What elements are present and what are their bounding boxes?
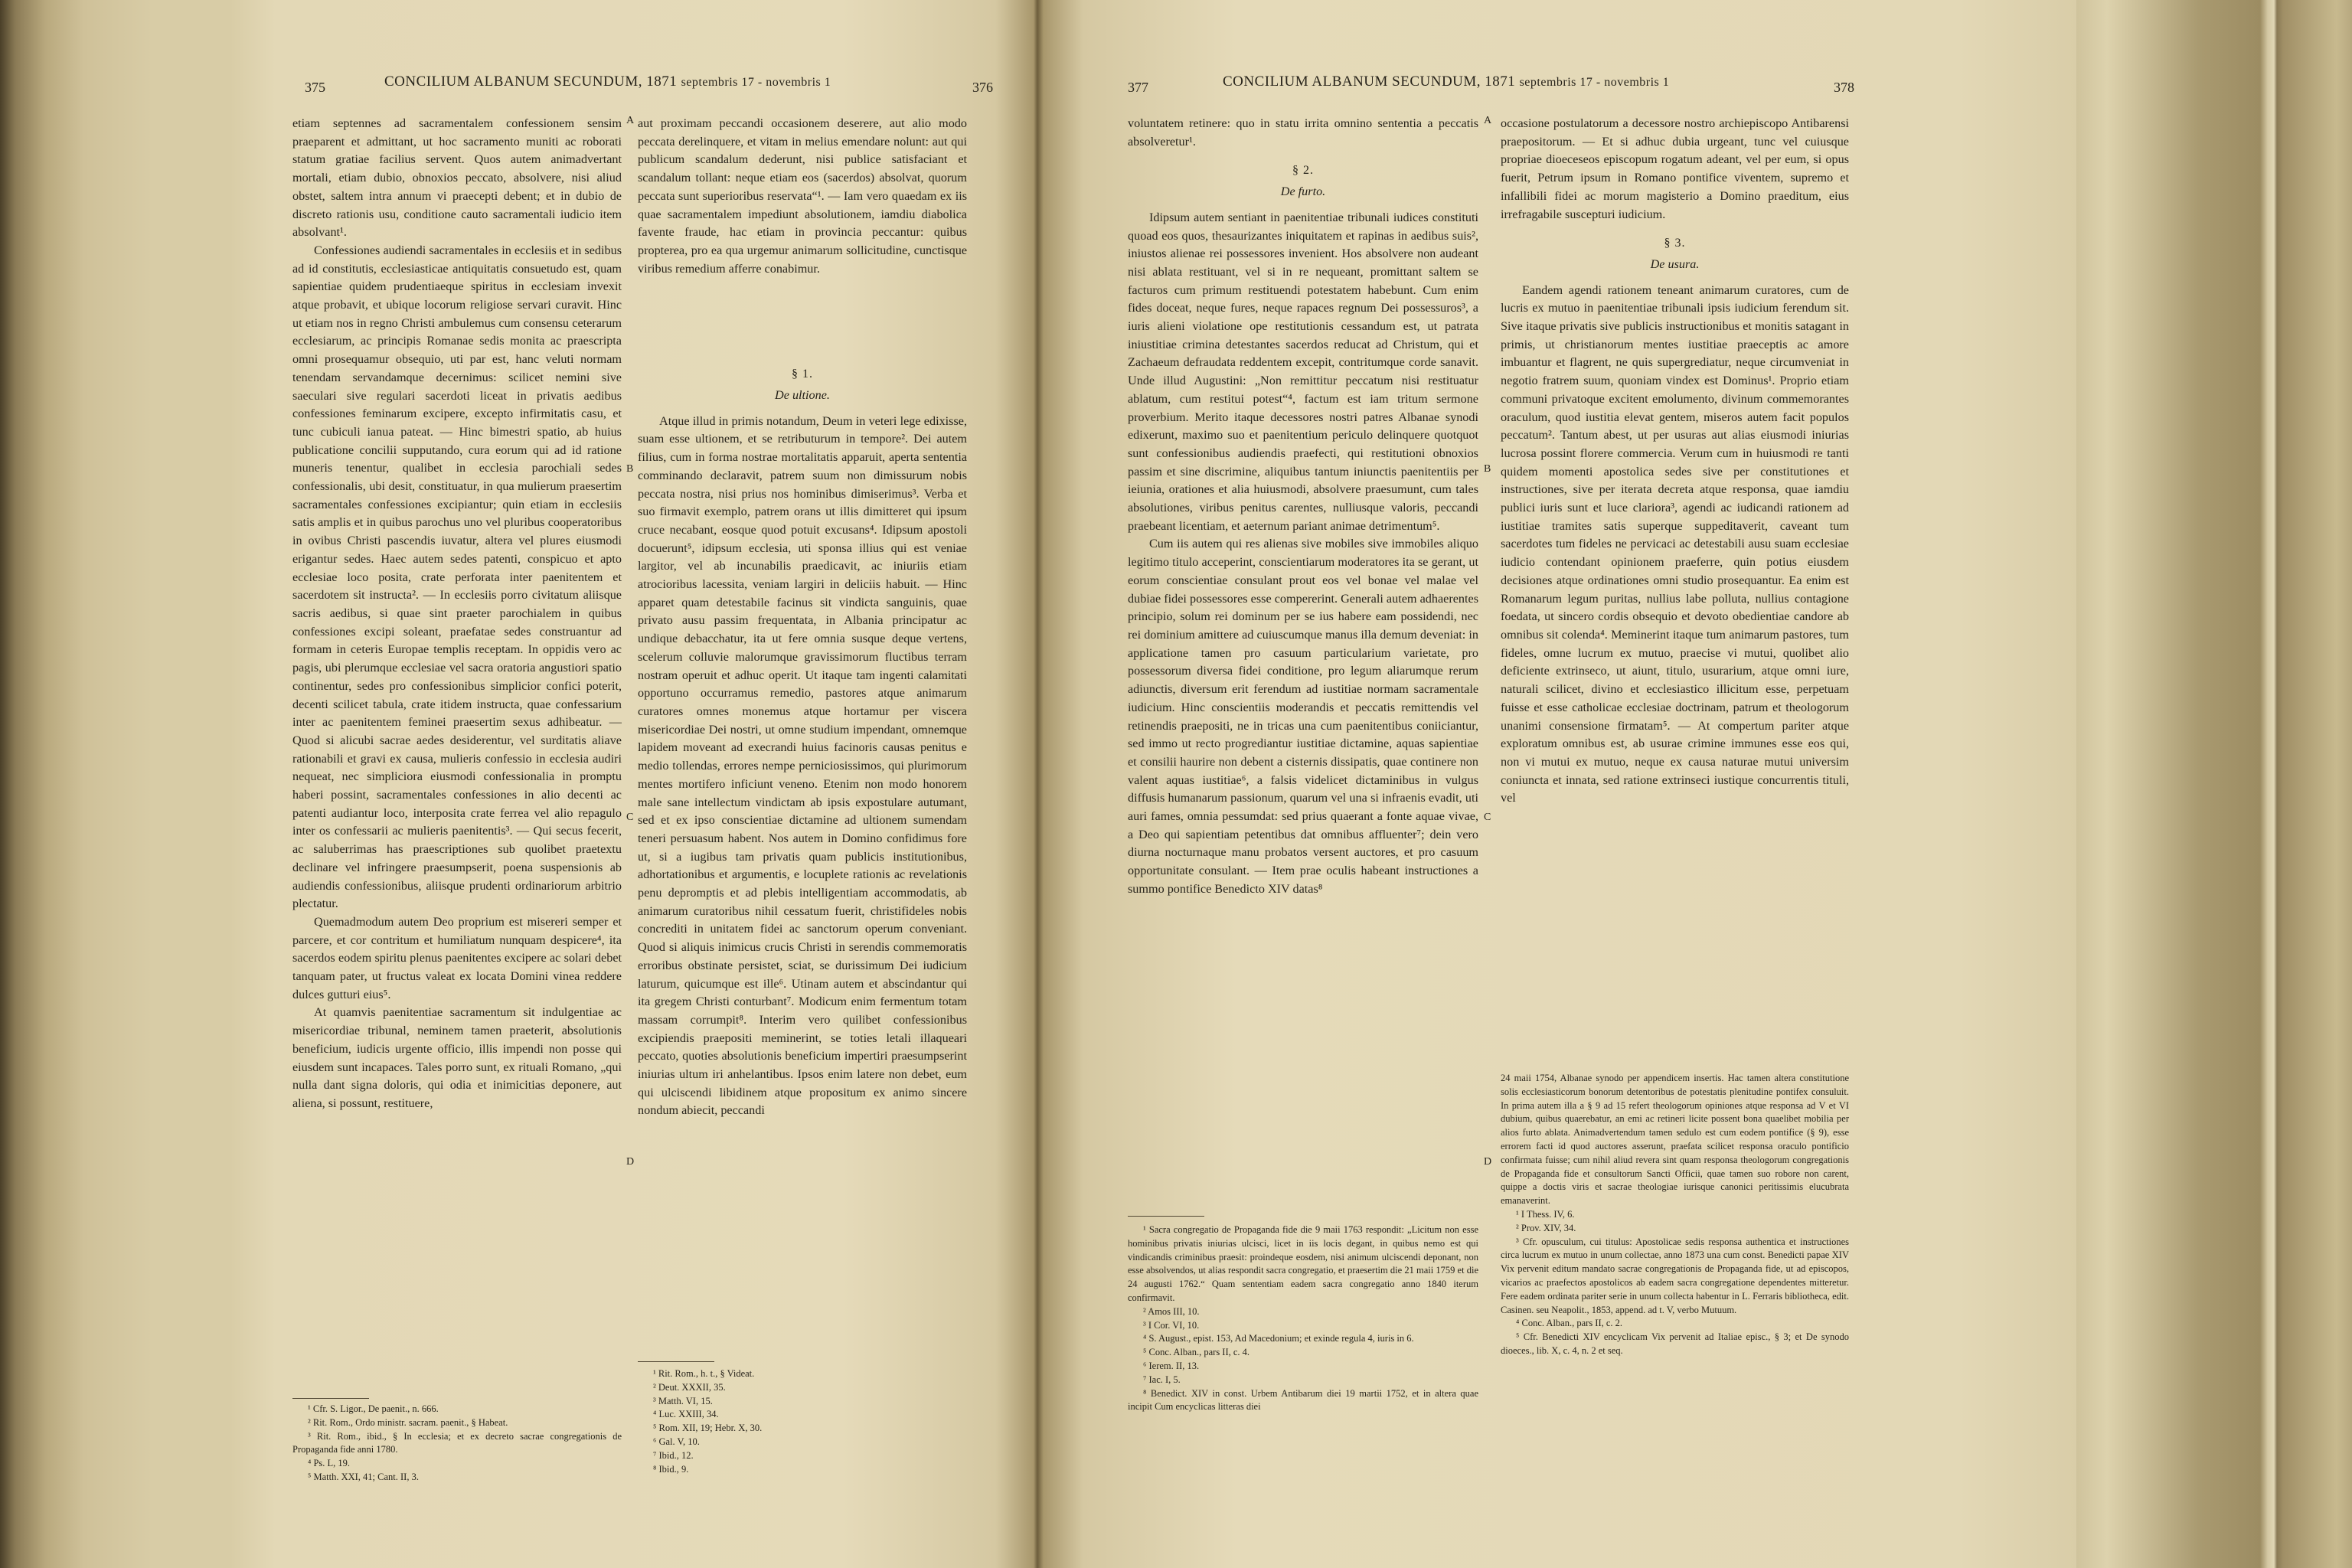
footnote-rule	[292, 1398, 369, 1399]
footnote: ⁷ Ibid., 12.	[653, 1449, 694, 1461]
paragraph: Quemadmodum autem Deo proprium est misereri semper et parcere, et cor contritum et humiliatum nunquam despicere⁴, ita sacerdos eodem spiritu plenus paenitentes excipere ac solari debet tanquam pater, ut fructus valeat ex locata Domini vinea reddere dulces gutturi eius⁵.	[292, 914, 622, 1001]
text-column-4	[1501, 115, 1849, 1064]
footnote: ⁵ Conc. Alban., pars II, c. 4.	[1143, 1347, 1250, 1358]
running-head-title: CONCILIUM ALBANUM SECUNDUM, 1871	[1223, 74, 1516, 90]
footnote: ¹ Sacra congregatio de Propaganda fide die 9 maii 1763 respondit: „Licitum non esse hominibus privatis iniurias ulcisci, licet in iis locis degant, in quibus nemo est qui vindicandis criminibus praesit: proindeque eosdem, nisi animum ulciscendi deponant, non esse absolvendos, ut alias respondit sacra congregatio, et praesertim die 21 maii 1759 et die 24 augusti 1762.“ Quam sententiam eadem sacra congregatio anno 1840 iterum confirmavit.	[1128, 1224, 1478, 1303]
footnote: ⁵ Cfr. Benedicti XIV encyclicam Vix pervenit ad Italiae episc., § 3; et De synodo dioeces., lib. X, c. 4, n. 2 et seq.	[1501, 1331, 1849, 1356]
margin-letter: B	[626, 463, 634, 475]
footnotes-column-3	[1128, 1223, 1478, 1511]
footnote-rule	[638, 1361, 714, 1362]
margin-letter: A	[1484, 115, 1492, 126]
footnote: ⁸ Ibid., 9.	[653, 1463, 689, 1475]
page-number: 376	[972, 80, 993, 95]
right-page	[1037, 0, 2076, 1568]
running-head	[1223, 74, 1669, 90]
margin-letter: A	[626, 115, 635, 126]
footnote: ² Prov. XIV, 34.	[1516, 1222, 1576, 1233]
footnote: ² Amos III, 10.	[1143, 1305, 1200, 1317]
footnote: ⁶ Gal. V, 10.	[653, 1436, 700, 1447]
footnote: ⁴ Luc. XXIII, 34.	[653, 1409, 719, 1420]
paragraph: Atque illud in primis notandum, Deum in veteri lege edixisse, suam esse ultionem, et se retributurum in tempore². Dei autem filius, cum in forma nostrae mortalitatis apparuit, aperta sententia comminando declaravit, patrem suum non dimissurum nobis peccata nostra, nisi prius nos hominibus dimiserimus³. Verba et suo firmavit exemplo, patrem orans ut illis dimitteret qui ipsum cruce necabant, eosque quod potuit excusans⁴. Idipsum apostoli docuerunt⁵, idipsum ecclesia, uti sponsa illius qui est veniae largitor, vel ab incunabilis praedicavit, ac iniuriis etiam atrocioribus lacessita, veniam largiri in deliciis habuit. — Hinc apparet quam detestabile facinus sit vindicta sanguinis, quae privato ausu passim frequentata, in Albania principatur ac undique debacchatur, ita ut fere omnia susque deque vertens, scelerum colluvie malorumque gravissimorum fluctibus terram nostram operuit et adhuc operit. Ut itaque tam ingenti calamitati opportuno occurramus remedio, pastores atque animarum curatores omnes monemus atque hortamur per viscera misericordiae Dei nostri, ut omne studium impendant, omnemque lapidem moveant ad execrandi huius facinoris causas penitus e medio tollendas, errores nempe perniciosissimos, qui plurimorum mentes mortifero inficiunt veneno. Etenim non modo honorem male sane intellectum vindictam ab ipsis expostulare autumant, sed et ex ipso conscientiae dictamine ad ultionem sumendam teneri persuasum habent. Nos autem in Domino confidimus fore ut, si a iugibus tam privatis quam publicis institutionibus, adhortationibus et argumentis, e locuplete rationis ac revelationis penu depromptis et ad plebis intelligentiam accommodatis, ab animarum curatoribus nihil cessatum fuerit, christifideles nobis concrediti in unitatem fidei ac sanctorum operum conveniant. Quod si aliquis inimicus crucis Christi in serendis commemoratis erroribus obstinate persistet, sciat, se durissimum Dei iudicium laturum, quicumque est ille⁶. Utinam autem et abscindantur qui ita gregem Christi conturbant⁷. Modicum enim fermentum totam massam corrumpit⁸. Interim vero quilibet confessionibus excipiendis praepositi meminerint, se toties letali illaqueari peccato, quoties absolutionis beneficium impertiri praesumpserint iniurias ultum iri anhelantibus. Ipsos enim latere non debet, eum qui ulciscendi libidinem atque propositum ex animo sincere nondum abiecit, peccandi	[638, 413, 967, 1118]
paragraph: Cum iis autem qui res alienas sive mobiles sive immobiles aliquo legitimo titulo acceperint, conscientiarum moderatores ita se gerant, ut eorum conscientiae consulant prout eos vel bonae vel malae vel dubiae fidei possessores esse compererint. Generali autem adhaerentes principio, solum rei dominum per se ius habere eam possidendi, nec rei dominium amittere ad cuiuscumque manus illa demum deveniat: in applicatione tamen pro casuum particularium varietate, pro possessorum diversa fidei conditione, pro legum aliarumque rerum adiunctis, diversum erit ferendum ad iustitiae normam sacramentale iudicium. Hinc conscientiis moderandis et peccatis remittendis vel retinendis praepositi, ne in tricas una cum paenitentibus coniiciantur, sed immo ut recto progrediantur iustitiae dictamine, aquas sapientiae et consilii haurire non debent a cisternis dissipatis, quae continere non valent aquas iustitiae⁶, a falsis videlicet dictaminibus in vulgus diffusis humanarum passionum, quarum vel una si infraenis evadit, uti auri fames, omnia pessumdat: sed prius quaerant a fonte aquae vivae, a Deo qui sapientiam petentibus dat omnibus affluenter⁷; dein vero diurna nocturnaque manu probatos versent auctores, et pro casuum opportunitate consulant. — Item prae oculis habeant instructiones a summo pontifice Benedicto XIV datas⁸	[1128, 537, 1478, 896]
paragraph: Idipsum autem sentiant in paenitentiae tribunali iudices constituti quoad eos quos, thesaurizantes iniquitatem et rapinas in aedibus suis², iniustos alienae rei possessores invenient. Hos absolvere non audeant nisi ablata restituant, vel si in re nequeant, promittant saltem se facturos cum primum restituendi potestatem habebunt. Cum enim fides doceat, neque fures, neque rapaces regnum Dei possessuros³, a iuris alieni violatione ope restitutionis cessandum est, ut patrata iniustitiae crimina detestantes sacerdos reducat ad Christum, qui et Zachaeum defraudata reddentem excepit, contritumque corde sanavit. Unde illud Augustini: „Non remittitur peccatum nisi restituatur ablatum, cum restitui potest“⁴, factum est iam tritum sermone proverbium. Merito itaque decessores nostri patres Albanae synodi edixerunt, maximo suo et paenitentium periculo delinquere quotquot sunt confessionibus audiendis praefecti, qui restitutioni obnoxios passim et sine discrimine, aliquibus tantum iniunctis paenitentiis per ieiunia, orationes et alia huiusmodi, absolvere praesumunt, cum tales absolutiones, viribus penitus carentes, nulliusque valoris, peccandi praebeant licentiam, et aeternum pariant animae detrimentum⁵.	[1128, 210, 1478, 533]
footnote: ⁸ Benedict. XIV in const. Urbem Antibarum diei 19 martii 1752, et in altera quae incipit Cum encyclicas litteras diei	[1128, 1387, 1478, 1413]
section-title: De usura.	[1650, 256, 1700, 271]
footnote: ⁴ S. August., epist. 153, Ad Macedonium; et exinde regula 4, iuris in 6.	[1143, 1333, 1414, 1344]
footnote-rule	[1128, 1216, 1204, 1217]
paragraph: Confessiones audiendi sacramentales in ecclesiis et in sedibus ad id constitutis, ecclesiasticae antiquitatis consuetudo est, quam sapientiae quidem prudentiaeque spiritus in ecclesiam invexit atque probavit, et ubique locorum religiose servari curavit. Hinc ut etiam nos in regno Christi ambulemus cum consensu ceterarum ecclesiarum, ac principis Romanae sedis monita ac praescripta omni prosequamur obsequio, uti par est, hanc veluti normam tenendam servandamque decernimus: scilicet nemini sive saeculari sive regulari sacerdoti liceat in privatis aedibus confessiones feminarum excipere, excepto infirmitatis casu, et tunc cubiculi ianua pateat. — Hinc bimestri spatio, ab huius publicatione concilii supputando, cura eorum qui ad id ratione muneris tenentur, qualibet in ecclesia parochiali sedes confessionalis, ubi desit, constituatur, in qua mulierum praesertim sacramentales confessiones excipiantur; quin etiam in ecclesiis satis amplis et in quibus parochus uno vel pluribus cooperatoribus in ovibus Christi pascendis iuvatur, altera vel plures eiusmodi erigantur sedes. Haec autem sedes patenti, conspicuo et apto ecclesiae loco posita, crate perforata inter paenitentem et sacerdotem sit instructa². — In ecclesiis porro civitatum aliisque sacris aedibus, si quae sint praeter parochialem in quibus confessiones excipi soleant, praefatae sedes construantur ad formam in ceteris Europae templis receptam. In oppidis vero ac pagis, ubi plerumque ecclesiae vel sacra oratoria angustiori spatio continentur, sedes pro confessionibus simplicior confici poterit, decenti scilicet tabula, crate itidem instructa, quae confessarium inter ac paenitentem feminei praesertim sexus adhibeatur. — Quod si alicubi sacrae aedes desiderentur, vel surditatis aliave rationabili et gravi ex causa, mulieris confessio in ecclesia audiri nequeat, nec simpliciora eiusmodi confessionalia in promptu haberi possint, sacramentales confessiones in alio decenti ac patenti audiantur loco, interposita crate ferrea vel alio repagulo inter os confessarii ac mulieris paenitentis³. — Qui secus fecerit, ac saluberrimas has praescriptiones sub quolibet praetextu declinare vel infringere praesumpserit, poena suspensionis ab audiendis confessionibus, aliisque prudenti ordinariorum arbitrio plectatur.	[292, 243, 622, 911]
footnote: ⁴ Conc. Alban., pars II, c. 2.	[1516, 1318, 1623, 1329]
footnote: ¹ I Thess. IV, 6.	[1516, 1208, 1575, 1220]
margin-letter: C	[626, 812, 634, 823]
margin-letter: C	[1484, 812, 1491, 823]
section-title: De ultione.	[775, 388, 830, 403]
footnote: ⁵ Rom. XII, 19; Hebr. X, 30.	[653, 1423, 763, 1434]
footnote: ³ Rit. Rom., ibid., § In ecclesia; et ex decreto sacrae congregationis de Propaganda fide anni 1780.	[292, 1430, 622, 1455]
paragraph: etiam septennes ad sacramentalem confessionem sensim praeparent et admittant, ut hoc sacramento muniti ac roborati statum gratiae facilius servent. Quos autem animadvertant mortali, etiam dubio, obnoxios peccato, absolvere, nisi aliud obstet, saltem intra annum vi praecepti debent; et in dubio de discreto rationis usu, conditione cauto sacramentali iudicio item absolvant¹.	[292, 116, 622, 240]
footnote: ² Deut. XXXII, 35.	[653, 1381, 726, 1393]
spacer	[638, 278, 967, 354]
footnote: ³ Matth. VI, 15.	[653, 1395, 713, 1406]
footnote: 24 maii 1754, Albanae synodo per appendicem insertis. Hac tamen altera constitutione solis ecclesiasticorum bonorum detentoribus de potestatis plenitudine pontifex consuluit. In prima autem illa a § 9 ad 15 refert theologorum opiniones atque responsa ad V et VI dubium, quibus quaerebatur, an emi ac retineri licite possent bona quaelibet mobilia per alios furto ablata. Animadvertendum tamen sedulo est cum eodem pontifice (§ 9), esse errorem facti id quod auctores asserunt, praefata scilicet responsa oraculo pontificio confirmata fuisse; cum nihil aliud revera sint quam responsa theologorum congregationis de Propaganda fide et consultorum Sancti Officii, quae tamen suo robore non carent, quippe a doctis viris et sacrae theologiae iurisque canonici peritissimis elucubrata emanaverint.	[1501, 1073, 1849, 1207]
margin-letter: D	[1484, 1156, 1492, 1168]
footnote: ¹ Cfr. S. Ligor., De paenit., n. 666.	[308, 1403, 439, 1414]
footnote: ³ I Cor. VI, 10.	[1143, 1319, 1200, 1331]
footnote: ³ Cfr. opusculum, cui titulus: Apostolicae sedis responsa authentica et instructiones circa lucrum ex mutuo in unum collectae, anno 1873 una cum const. Benedicti papae XIV Vix pervenit editum mandato sacrae congregationis de Propaganda fide, ut ad episcopos, vicarios ac praefectos apostolicos ab eadem sacra congregatione dependentes mitteretur. Fere eadem ordinata pariter serie in unum collecta habentur in L. Ferraris bibliotheca, edit. Casinen. seu Neapolit., 1853, append. ad t. V, verbo Mutuum.	[1501, 1236, 1849, 1315]
paragraph: At quamvis paenitentiae sacramentum sit indulgentiae ac misericordiae tribunal, neminem tamen praeterit, absolutionis beneficium, iudicis urgente officio, illis impendi non posse qui eiusdem sunt incapaces. Tales porro sunt, ex rituali Romano, „qui nulla dant signa doloris, qui odia et inimicitias deponere, aut aliena, si possunt, restituere,	[292, 1005, 622, 1110]
footnote: ² Rit. Rom., Ordo ministr. sacram. paenit., § Habeat.	[308, 1416, 508, 1428]
footnote: ⁵ Matth. XXI, 41; Cant. II, 3.	[308, 1471, 419, 1482]
running-head	[384, 74, 831, 90]
section-title: De furto.	[1280, 185, 1326, 199]
footnote: ¹ Rit. Rom., h. t., § Videat.	[653, 1368, 755, 1379]
page-edges	[2076, 0, 2352, 1568]
text-column-1	[292, 115, 622, 1390]
page-number: 377	[1128, 80, 1148, 95]
running-head-dates: septembris 17 - novembris 1	[1519, 76, 1670, 89]
section-number: § 2.	[1292, 164, 1314, 178]
margin-letter: B	[1484, 463, 1491, 475]
running-head-title: CONCILIUM ALBANUM SECUNDUM, 1871	[384, 74, 678, 90]
footnote: ⁷ Iac. I, 5.	[1143, 1374, 1181, 1385]
text-column-3	[1128, 115, 1478, 1390]
paragraph: Eandem agendi rationem teneant animarum curatores, cum de lucris ex mutuo in paenitentiae tribunali ipsis iudicium ferendum sit. Sive itaque privatis sive publicis instructionibus et monitis satagant in primis, ut christianorum mentes iustitiae praeceptis ac amore imbuantur et flagrent, ne quis supergrediatur, neque circumveniat in negotio fratrem suum, quoniam vindex est Dominus¹. Proprio etiam communi privatoque excitent emolumento, divinum commemorantes oraculum, quod iustitia elevat gentem, miseros autem facit populos peccatum². Tantum abest, ut per usuras aut alias eiusmodi iniurias lucrosa possint florere commercia. Verum cum in huiusmodi re tanti quidem momenti apostolica sedes sive per constitutiones et instructiones, sive per iterata decreta atque responsa, quae iamdiu publici iuris sunt et luce clariora³, agendi ac iudicandi rationem ad iustitiae tramites satis superque suppeditaverit, caveant tum sacerdotes tum fideles ne pervicaci ac detestabili ausu suam ecclesiae iudicio contendant opinionem praeferre, quin potius eiusdem decisiones atque ordinationes omni studio prosequantur. Ea enim est Romanarum legum puritas, nullius labe polluta, nullius contagione foedata, ut sincero cordis obsequio et devoto obedientiae candore ab omnibus sit colenda⁴. Meminerint itaque tum animarum pastores, tum fideles, omne lucrum ex mutuo, praecise vi mutui, quolibet alio deficiente extrinseco, ut aiunt, titulo, usurarium, atque omni iure, naturali scilicet, divino et ecclesiastico illicitum esse, perpetuam fuisse et esse catholicae ecclesiae doctrinam, patrum et theologorum unanimi consensione firmatam⁵. — At compertum pariter atque exploratum omnibus est, ab usurae crimine immunes esse eos qui, non vi mutui ex mutuo, neque ex causa naturae mutui universim coniuncta et innata, sed ratione extrinseci iustique concurrentis tituli, vel	[1501, 283, 1849, 805]
running-head-dates: septembris 17 - novembris 1	[681, 76, 831, 89]
footnote: ⁶ Ierem. II, 13.	[1143, 1360, 1200, 1371]
paragraph: aut proximam peccandi occasionem deserere, aut alio modo peccata derelinquere, et vitam in melius emendare nolunt: aut qui publicum scandalum dederunt, nisi publice satisfaciant et scandalum tollant: neque etiam eos (sacerdos) absolvat, quorum peccata sunt superioribus reservata“¹. — Iam vero quaedam ex iis quae sacramentalem impediunt absolutionem, iamdiu diabolica favente fraude, hac etiam in provincia peccantur: quibus propterea, pro ea qua urgemur animarum sollicitudine, cunctisque viribus remedium afferre conabimur.	[638, 116, 967, 276]
page-number: 378	[1834, 80, 1854, 95]
paragraph: voluntatem retinere: quo in statu irrita omnino sententia a peccatis absolveretur¹.	[1128, 116, 1478, 149]
footnotes-column-1	[292, 1403, 622, 1502]
footnote: ⁴ Ps. L, 19.	[308, 1458, 351, 1469]
footnotes-column-4	[1501, 1072, 1849, 1512]
margin-letter: D	[626, 1156, 635, 1168]
section-number: § 1.	[792, 368, 813, 381]
page-number: 375	[305, 80, 325, 95]
footnotes-column-2	[638, 1367, 967, 1505]
left-page	[230, 0, 1037, 1568]
section-number: § 3.	[1664, 237, 1686, 250]
paragraph: occasione postulatorum a decessore nostro archiepiscopo Antibarensi praepositorum. — Et si adhuc dubia urgeant, tunc vel cuiusque propriae dioeceseos episcopum rogatum adeant, vel per eum, si opus fuerit, Petrum ipsum in Romano pontifice viventem, supremo et infallibili fidei ac morum magisterio a Domino praeditum, eius irrefragabile suscepturi iudicium.	[1501, 116, 1849, 221]
text-column-2	[638, 115, 967, 1390]
